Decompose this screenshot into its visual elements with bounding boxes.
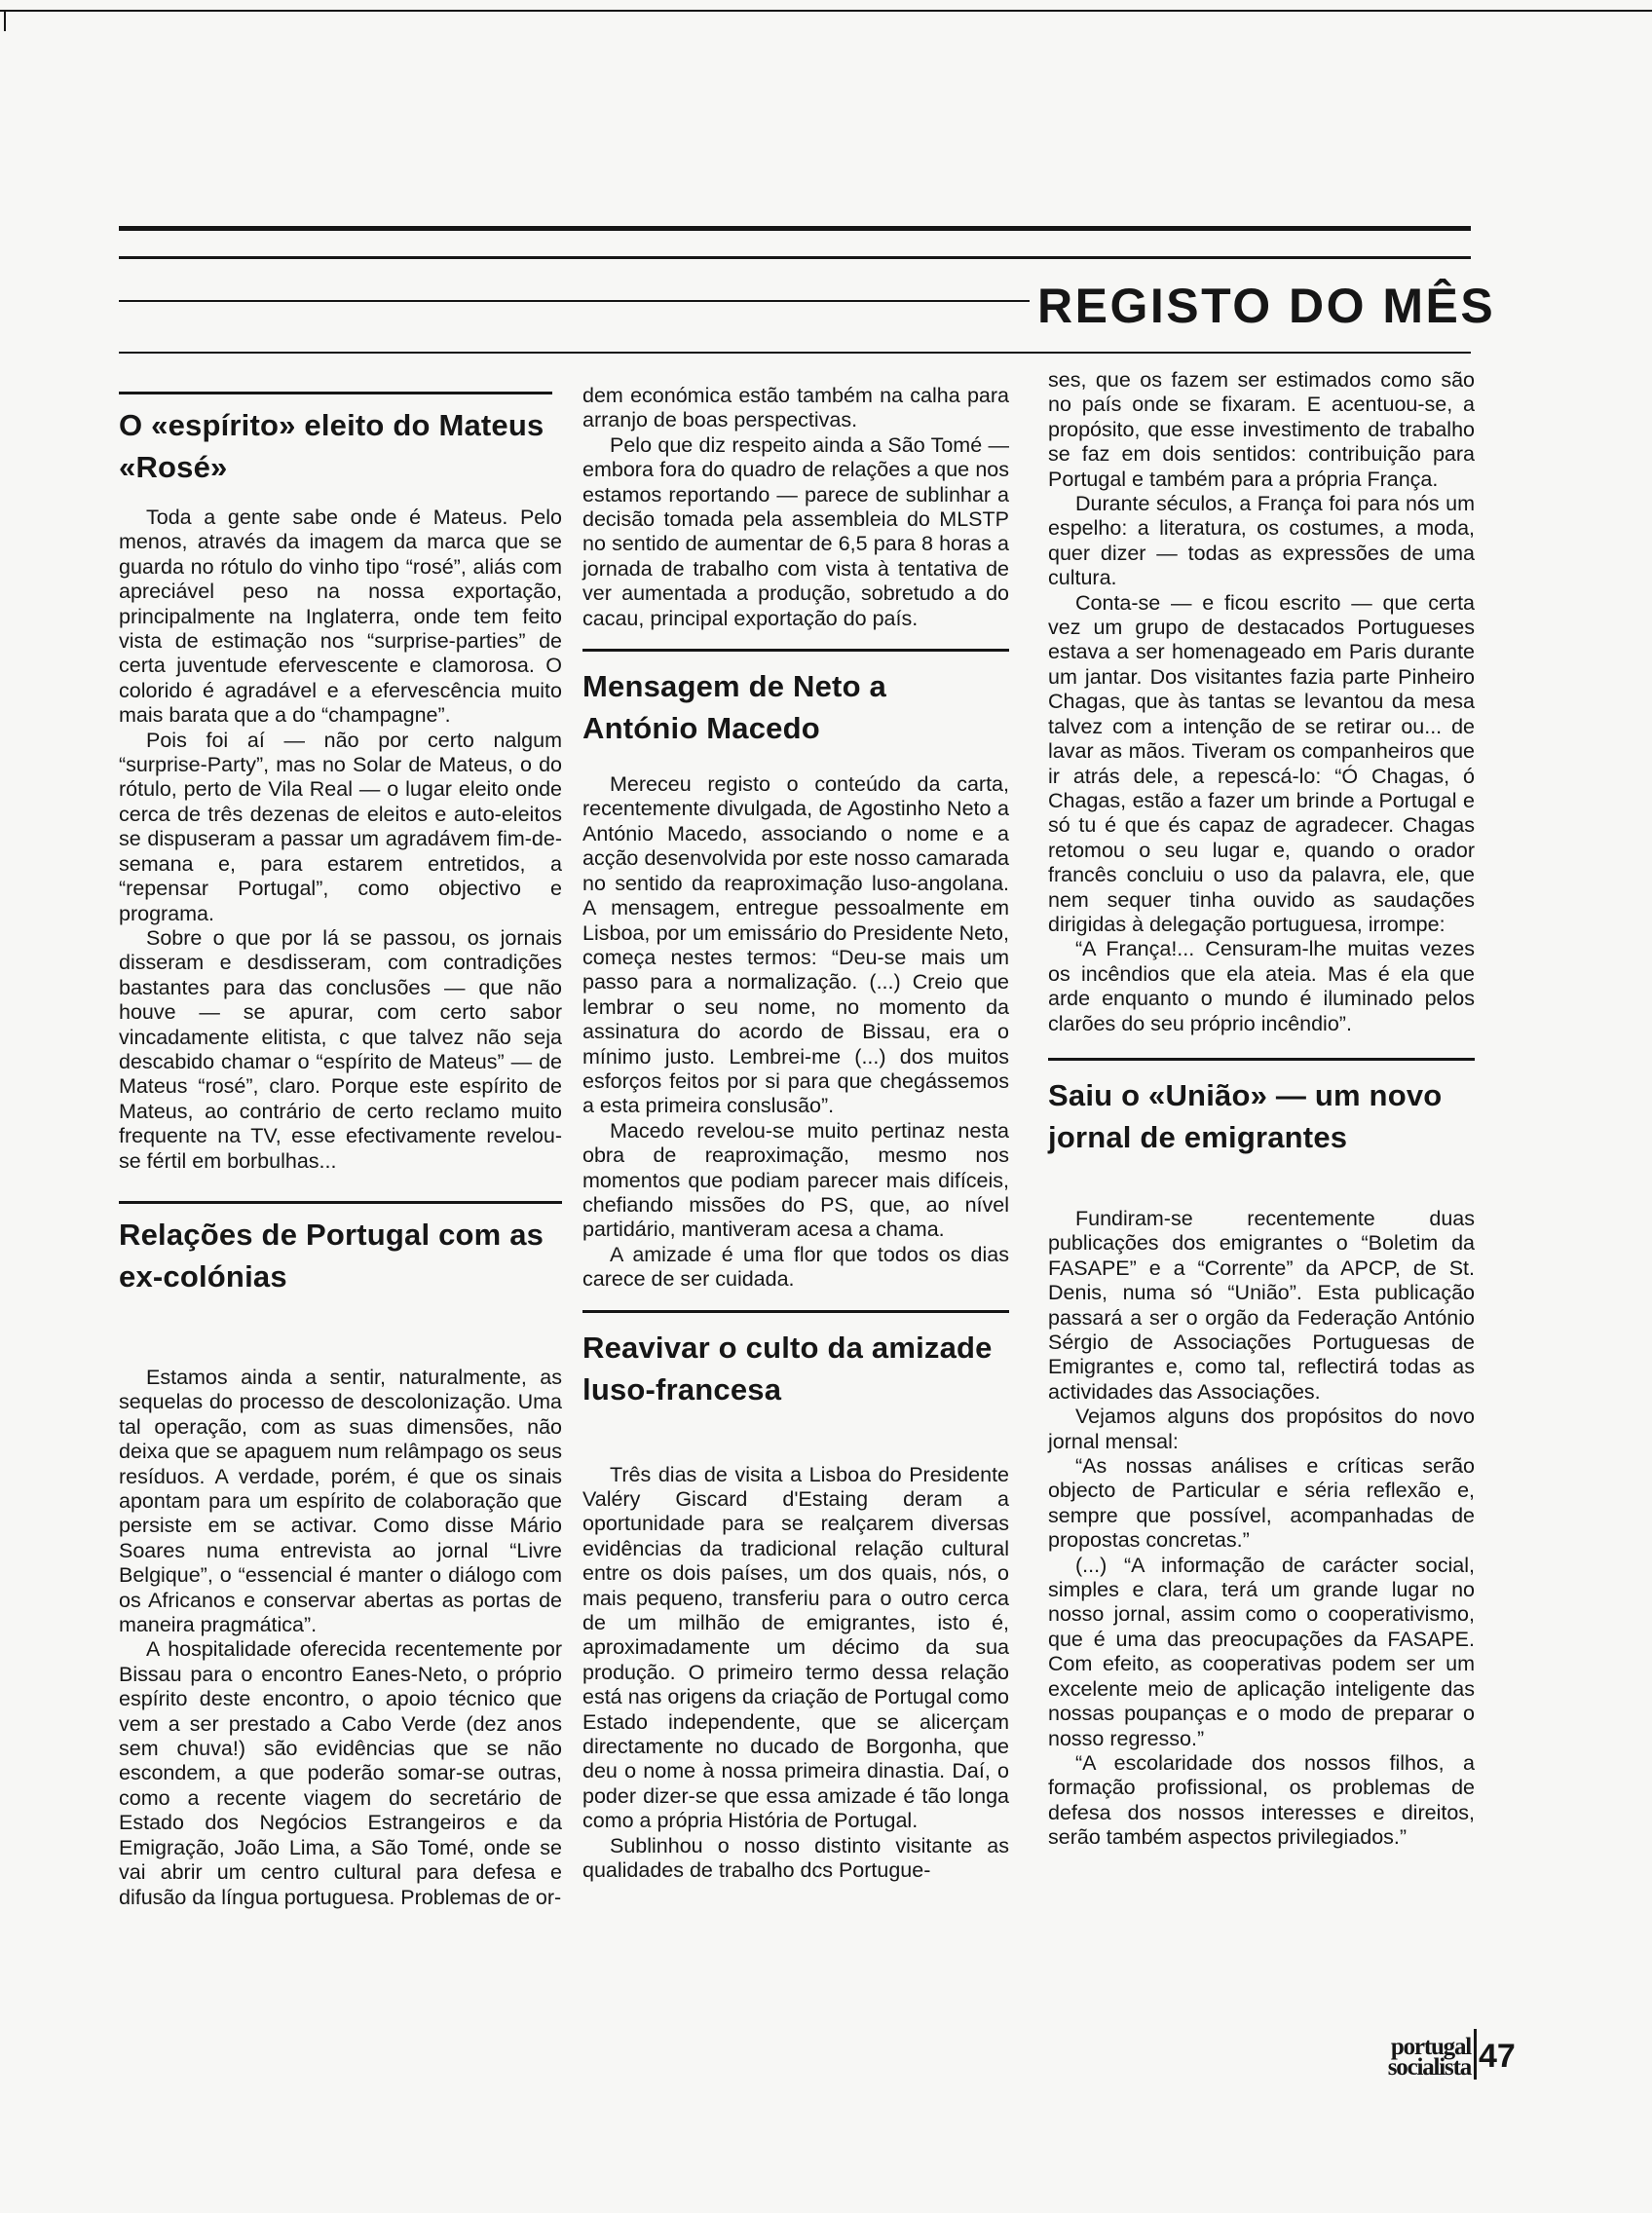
headline-relacoes-portugal: Relações de Portugal com as ex-colónias xyxy=(119,1217,544,1294)
section-rule xyxy=(119,1201,562,1204)
paragraph: Sobre o que por lá se passou, os jornais disseram e desdisseram, com contradições bastantes para das conclusões — que não houve — se apurar, com certo sabor vincadamente elitista, c que talvez não seja descabido chamar o “espírito de Mateus” — de Mateus “rosé”, claro. Porque este espírito de Mateus, ao contrário de certo reclamo muito frequente na TV, esse efectivamente revelou-se fértil em borbulhas... xyxy=(119,925,562,1173)
logo-line-portugal: portugal xyxy=(1390,2034,1471,2060)
paragraph: A amizade é uma flor que todos os dias carece de ser cuidada. xyxy=(582,1242,1009,1292)
paragraph: Toda a gente sabe onde é Mateus. Pelo menos, através da imagem da marca que se guarda no rótulo do vinho tipo “rosé”, aliás com apreciável peso na nossa exportação, principalmente na Inglaterra, onde tem feito vista de estimação nos “surprise-parties” de certa juventude efervescente e clamorosa. O colorido é agradável e a efervescência muito mais barata que a do “champagne”. xyxy=(119,506,562,728)
column-3 xyxy=(1048,368,1475,1851)
masthead-title: REGISTO DO MÊS xyxy=(1037,279,1496,333)
paragraph: Fundiram-se recentemente duas publicações dos emigrantes o “Boletim da FASAPE” e a “Corrente” da APCP, de St. Denis, numa só “União”. Esta publicação passará a ser o orgão da Federação António Sérgio de Associações Portuguesas de Emigrantes e, como tal, reflectirá todas as actividades das Associações. xyxy=(1048,1206,1475,1404)
logo-line-socialista: socialista xyxy=(1387,2054,1471,2081)
section-rule xyxy=(582,649,1009,652)
paragraph: Três dias de visita a Lisboa do Presidente Valéry Giscard d'Estaing deram a oportunidade para se realçarem diversas evidências da tradicional relação cultural entre os dois países, um dos quais, nós, o mais pequeno, transferiu para o outro cerca de um milhão de emigrantes, isto é, aproximadamente um décimo da sua produção. O primeiro termo dessa relação está nas origens da criação de Portugal como Estado independente, que se alicerçam directamente no ducado de Borgonha, que deu o nome à nossa primeira dinastia. Daí, o poder dizer-se que essa amizade é tão longa como a própria História de Portugal. xyxy=(582,1462,1009,1833)
headline-reavivar-culto: Reavivar o culto da amizade luso-francesa xyxy=(582,1330,993,1407)
paragraph: “As nossas análises e críticas serão objecto de Particular e séria reflexão e, sempre que possível, acompanhadas de propostas concretas.” xyxy=(1048,1454,1475,1553)
section-rule xyxy=(582,1310,1009,1313)
paragraph: Vejamos alguns dos propósitos do novo jornal mensal: xyxy=(1048,1405,1475,1453)
paragraph: “A França!... Censuram-lhe muitas vezes os incêndios que ela ateia. Mas é ela que arde enquanto o mundo é iluminado pelos clarões do seu próprio incêndio”. xyxy=(1048,937,1475,1035)
column-1 xyxy=(119,392,562,1910)
masthead-rule-upper xyxy=(119,300,1030,302)
paragraph: Estamos ainda a sentir, naturalmente, as sequelas do processo de descolonização. Uma tal operação, com as suas dimensões, não deixa que se apaguem num relâmpago os seus resíduos. A verdade, porém, é que os sinais apontam para um espírito de colaboração que persiste em se activar. Como disse Mário Soares numa entrevista ao jornal “Livre Belgique”, o “essencial é manter o diálogo com os Africanos e conservar abertas as portas de maneira pragmática”. xyxy=(119,1365,562,1637)
masthead-rule-top xyxy=(119,226,1471,231)
scan-top-edge xyxy=(0,10,1652,12)
paragraph: ses, que os fazem ser estimados como são no país onde se fixaram. E acentuou-se, a propósito, que esse investimento de trabalho se faz em dois sentidos: contribuição para Portugal e também para a própria França. xyxy=(1048,368,1475,491)
masthead-rule-mid xyxy=(119,256,1471,259)
paragraph: Pelo que diz respeito ainda a São Tomé — embora fora do quadro de relações a que nos estamos reportando — parece de sublinhar a decisão tomada pela assembleia do MLSTP no sentido de aumentar de 6,5 para 8 horas a jornada de trabalho com vista à tentativa de ver aumentada a produção, sobretudo a do cacau, principal exportação do país. xyxy=(582,432,1009,630)
scan-left-edge xyxy=(4,10,6,31)
paragraph: Sublinhou o nosso distinto visitante as qualidades de trabalho dcs Portugue- xyxy=(582,1833,1009,1883)
paragraph: Conta-se — e ficou escrito — que certa vez um grupo de destacados Portugueses estava a ser homenageado em Paris durante um jantar. Dos visitantes fazia parte Pinheiro Chagas, que às tantas se levantou da mesa talvez com a intenção de se retirar ou... de lavar as mãos. Tiveram os companheiros que ir atrás dele, a repescá-lo: “Ó Chagas, ó Chagas, estão a fazer um brinde a Portugal e só tu é que és capaz de agradecer. Chagas retomou o seu lugar e, quando o orador francês concluiu o uso da palavra, ele, que nem sequer tinha ouvido as saudações dirigidas à delegação portuguesa, irrompe: xyxy=(1048,590,1475,936)
section-rule xyxy=(1048,1058,1475,1061)
paragraph: Mereceu registo o conteúdo da carta, recentemente divulgada, de Agostinho Neto a António Macedo, associando o nome e a acção desenvolvida por este nosso camarada no sentido da reaproximação luso-angolana. A mensagem, entregue pessoalmente em Lisboa, por um emissário do Presidente Neto, começa nestes termos: “Deu-se mais um passo para a normalização. (...) Creio que lembrar o seu nome, no momento da assinatura do acordo de Bissau, era o mínimo justo. Lembrei-me (...) dos muitos esforços feitos por si para que chegássemos a esta primeira conslusão”. xyxy=(582,772,1009,1118)
headline-saiu-uniao: Saiu o «União» — um novo jornal de emigrantes xyxy=(1048,1077,1443,1154)
paragraph: Macedo revelou-se muito pertinaz nesta obra de reaproximação, mesmo nos momentos que podiam parecer mais difíceis, chefiando missões do PS, que, ao nível partidário, mantiveram acesa a chama. xyxy=(582,1118,1009,1242)
paragraph: (...) “A informação de carácter social, simples e clara, terá um grande lugar no nosso jornal, assim como o cooperativismo, que é uma das preocupações da FASAPE. Com efeito, as cooperativas podem ser um excelente meio de aplicação inteligente das nossas poupanças e o modo de preparar o nosso regresso.” xyxy=(1048,1553,1475,1750)
paragraph: dem económica estão também na calha para arranjo de boas perspectivas. xyxy=(582,384,1009,432)
headline-espirito-mateus: O «espírito» eleito do Mateus «Rosé» xyxy=(119,408,544,484)
publication-logo xyxy=(1362,2034,1471,2081)
paragraph: Durante séculos, a França foi para nós um espelho: a literatura, os costumes, a moda, quer dizer — todas as expressões de uma cultura. xyxy=(1048,492,1475,590)
section-rule xyxy=(119,392,552,394)
footer-divider xyxy=(1474,2029,1477,2080)
paragraph: A hospitalidade oferecida recentemente por Bissau para o encontro Eanes-Neto, o próprio espírito deste encontro, o apoio técnico que vem a ser prestado a Cabo Verde (dez anos sem chuva!) são evidências que se não escondem, a que poderão somar-se outras, como a recente viagem do secretário de Estado dos Negócios Estrangeiros e da Emigração, João Lima, a São Tomé, onde se vai abrir um centro cultural para defesa e difusão da língua portuguesa. Problemas de or- xyxy=(119,1637,562,1909)
headline-mensagem-neto: Mensagem de Neto a António Macedo xyxy=(582,669,886,746)
paragraph: Pois foi aí — não por certo nalgum “surprise-Party”, mas no Solar de Mateus, o do rótulo, perto de Vila Real — o lugar eleito onde cerca de três dezenas de eleitos e auto-eleitos se dispuseram a passar um agradávem fim-de-semana e, para estarem entretidos, a “repensar Portugal”, como objectivo e programa. xyxy=(119,728,562,925)
paragraph: “A escolaridade dos nossos filhos, a formação profissional, os problemas de defesa dos nossos interesses e direitos, serão também aspectos privilegiados.” xyxy=(1048,1750,1475,1850)
masthead-rule-bottom xyxy=(119,352,1471,354)
page-number: 47 xyxy=(1479,2038,1516,2075)
column-2 xyxy=(582,384,1009,1884)
